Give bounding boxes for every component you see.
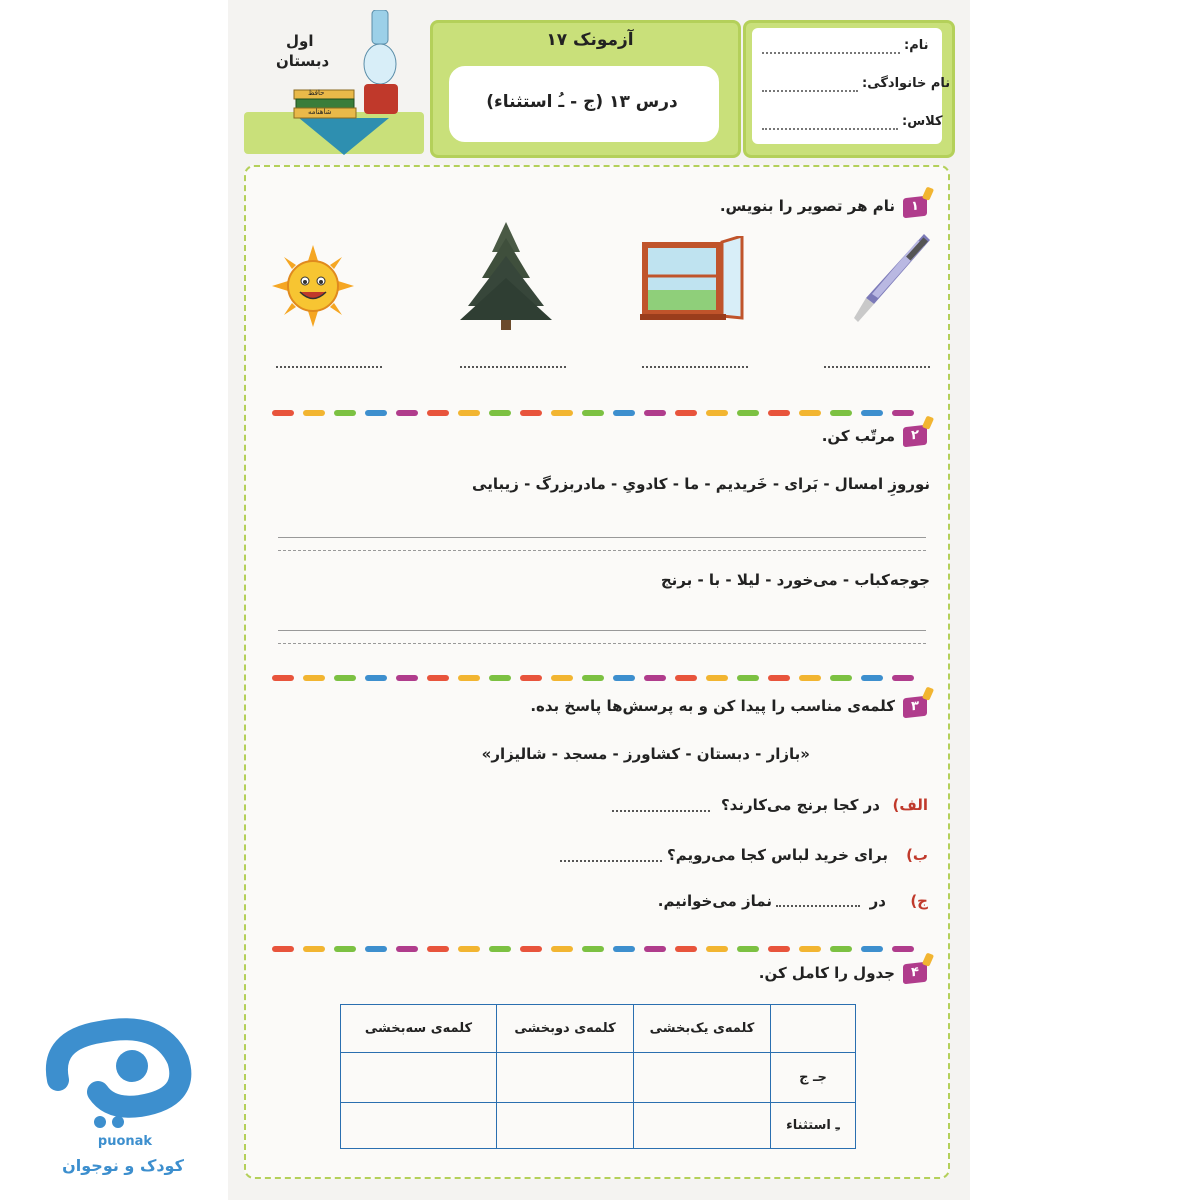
- table-header-row: [341, 1005, 856, 1053]
- pen-icon: [848, 232, 932, 324]
- q3b-answer[interactable]: [560, 860, 662, 862]
- q3a-answer[interactable]: [612, 810, 710, 812]
- divider-dash: [520, 675, 542, 681]
- q2-answer1-mid: [278, 550, 926, 551]
- class-field[interactable]: [762, 128, 898, 130]
- divider-dash: [861, 675, 883, 681]
- cell-exc-one[interactable]: [634, 1103, 771, 1149]
- q3-badge: ۳: [903, 696, 927, 719]
- divider-dash: [799, 675, 821, 681]
- grade-line2: دبستان: [276, 52, 330, 70]
- answer-line-pen[interactable]: [824, 366, 930, 368]
- q2-line1: نوروزِ امسال - بَرای - خَریدیم - ما - کادویِ - مادربزرگ - زیبایی: [472, 475, 930, 493]
- logo-mark-icon: [40, 1010, 200, 1130]
- divider-dash: [799, 946, 821, 952]
- divider-dash: [644, 410, 666, 416]
- q2-badge: ۲: [903, 425, 927, 448]
- divider-dash: [768, 675, 790, 681]
- cell-exc-three[interactable]: [341, 1103, 497, 1149]
- divider-dash: [861, 410, 883, 416]
- divider-dash: [706, 675, 728, 681]
- cell-jim-two[interactable]: [497, 1053, 634, 1103]
- divider-dash: [644, 946, 666, 952]
- divider-dash: [768, 410, 790, 416]
- table-row: [341, 1103, 856, 1149]
- divider-dash: [396, 410, 418, 416]
- row-label-exception: ـِ استثناء: [771, 1103, 856, 1149]
- divider-dash: [551, 675, 573, 681]
- syllable-table: [340, 1004, 856, 1149]
- q3a-text: در کجا برنج می‌کارند؟: [720, 796, 880, 814]
- q1-badge: ۱: [903, 196, 927, 219]
- q3a-label: الف): [892, 796, 928, 814]
- divider-dash: [675, 675, 697, 681]
- q3b-label: ب): [906, 846, 928, 864]
- family-label: نام خانوادگی:: [862, 76, 951, 91]
- answer-line-tree[interactable]: [460, 366, 566, 368]
- q2-answer2-mid: [278, 643, 926, 644]
- divider-dash: [489, 410, 511, 416]
- divider-dash: [489, 946, 511, 952]
- divider-dash: [582, 675, 604, 681]
- divider-dash: [489, 675, 511, 681]
- divider-dash: [272, 410, 294, 416]
- divider-dash: [830, 675, 852, 681]
- name-label: نام:: [904, 38, 929, 53]
- divider-dash: [365, 410, 387, 416]
- q3c-post: نماز می‌خوانیم.: [657, 892, 772, 910]
- divider-dash: [830, 946, 852, 952]
- divider-2: [272, 666, 927, 672]
- divider-dash: [458, 675, 480, 681]
- header-three-syllable: کلمه‌ی سه‌بخشی: [341, 1005, 497, 1053]
- divider-dash: [334, 946, 356, 952]
- divider-dash: [830, 410, 852, 416]
- divider-3: [272, 937, 927, 943]
- divider-dash: [458, 946, 480, 952]
- logo-latin-text: puonak: [97, 1134, 153, 1149]
- divider-dash: [272, 946, 294, 952]
- class-label: کلاس:: [902, 114, 943, 129]
- divider-dash: [582, 946, 604, 952]
- divider-dash: [737, 410, 759, 416]
- divider-1: [272, 401, 927, 407]
- flask-and-books-icon: [284, 10, 404, 158]
- header-one-syllable: کلمه‌ی یک‌بخشی: [634, 1005, 771, 1053]
- logo-tagline: کودک و نوجوان: [62, 1156, 184, 1175]
- divider-dash: [396, 946, 418, 952]
- puonak-logo: [0, 1010, 228, 1200]
- divider-dash: [613, 675, 635, 681]
- divider-dash: [706, 946, 728, 952]
- divider-dash: [458, 410, 480, 416]
- q2-answer1-top[interactable]: [278, 537, 926, 538]
- answer-line-window[interactable]: [642, 366, 748, 368]
- cell-jim-three[interactable]: [341, 1053, 497, 1103]
- q2-answer2-top[interactable]: [278, 630, 926, 631]
- divider-dash: [427, 946, 449, 952]
- q1-text: نام هر تصویر را بنویس.: [719, 197, 895, 215]
- q2-text: مرتّب کن.: [821, 427, 895, 445]
- pine-tree-icon: [458, 222, 554, 332]
- q3c-label: ج): [910, 892, 928, 910]
- answer-line-sun[interactable]: [276, 366, 382, 368]
- row-label-jim: جـ ج: [771, 1053, 856, 1103]
- test-title: آزمونک ۱۷: [546, 30, 634, 50]
- table-row: [341, 1053, 856, 1103]
- q3c-pre: در: [869, 892, 886, 910]
- q3-word-bank: «بازار - دبستان - کشاورز - مسجد - شالیزار»: [481, 745, 810, 763]
- sun-icon: [272, 245, 354, 327]
- q3c-answer[interactable]: [776, 905, 860, 907]
- divider-dash: [799, 410, 821, 416]
- header-two-syllable: کلمه‌ی دوبخشی: [497, 1005, 634, 1053]
- divider-dash: [737, 946, 759, 952]
- divider-dash: [551, 410, 573, 416]
- family-field[interactable]: [762, 90, 858, 92]
- divider-dash: [582, 410, 604, 416]
- lesson-title: درس ۱۳ (ج - ـُ استثناء): [486, 92, 678, 112]
- divider-dash: [644, 675, 666, 681]
- grade-line1: اول: [286, 32, 314, 50]
- divider-dash: [520, 410, 542, 416]
- divider-dash: [427, 410, 449, 416]
- q2-line2: جوجه‌کباب - می‌خورد - لیلا - با - برنج: [660, 571, 930, 589]
- q3-text: کلمه‌ی مناسب را پیدا کن و به پرسش‌ها پاسخ بده.: [530, 697, 895, 715]
- divider-dash: [396, 675, 418, 681]
- header-grade-block: [244, 10, 424, 158]
- divider-dash: [427, 675, 449, 681]
- divider-dash: [303, 410, 325, 416]
- divider-dash: [303, 946, 325, 952]
- divider-dash: [334, 410, 356, 416]
- divider-dash: [365, 946, 387, 952]
- logo-brand-text: [60, 1060, 180, 1061]
- window-icon: [640, 236, 744, 322]
- divider-dash: [675, 946, 697, 952]
- table-corner-cell: [771, 1005, 856, 1053]
- divider-dash: [861, 946, 883, 952]
- divider-dash: [613, 410, 635, 416]
- divider-dash: [334, 675, 356, 681]
- divider-dash: [272, 675, 294, 681]
- book-label-1: حافظ: [308, 89, 325, 97]
- divider-dash: [520, 946, 542, 952]
- divider-dash: [892, 410, 914, 416]
- divider-dash: [613, 946, 635, 952]
- cell-exc-two[interactable]: [497, 1103, 634, 1149]
- name-field[interactable]: [762, 52, 900, 54]
- divider-dash: [675, 410, 697, 416]
- divider-dash: [737, 675, 759, 681]
- divider-dash: [892, 675, 914, 681]
- q4-text: جدول را کامل کن.: [758, 964, 895, 982]
- book-label-2: شاهنامه: [308, 108, 332, 116]
- divider-dash: [365, 675, 387, 681]
- q3b-text: برای خرید لباس کجا می‌رویم؟: [667, 846, 888, 864]
- q4-badge: ۴: [903, 962, 927, 985]
- divider-dash: [303, 675, 325, 681]
- divider-dash: [892, 946, 914, 952]
- cell-jim-one[interactable]: [634, 1053, 771, 1103]
- divider-dash: [768, 946, 790, 952]
- divider-dash: [706, 410, 728, 416]
- divider-dash: [551, 946, 573, 952]
